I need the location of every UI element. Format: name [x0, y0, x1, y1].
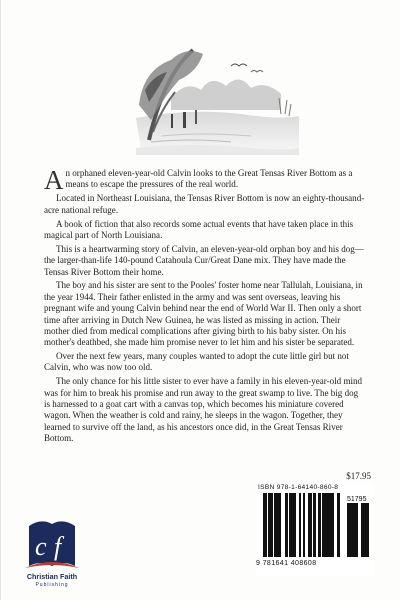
isbn-barcode: [256, 484, 374, 576]
publisher-sub: Publishing: [35, 582, 69, 588]
drop-cap: A: [44, 165, 64, 195]
swamp-illustration: [131, 10, 301, 155]
blurb-paragraph-7: The only chance for his little sister to ever have a family in his eleven-year-old mind was for him to break his promise and run away to the great swamp to live. The big dog is harnessed to a goat cart with a canvas top, which becomes his miniature covered wagon. When the weather is cold and rainy, he sleeps in the wagon. Together, they learned to survive off the land, as his ancestors once did, in the Great Tensas River Bottom.: [44, 376, 363, 444]
blurb-paragraph-4: This is a heartwarming story of Calvin, an eleven-year-old orphan boy and his dog—the larger-than-life 140-pound Catahoula Cur/Great Dane mix. They have made the Tensas River Bottom their home.: [44, 243, 364, 277]
barcode-icon: [256, 493, 374, 561]
barcode-digits: 9 781641 408608: [256, 560, 317, 567]
back-cover-blurb: [44, 165, 366, 447]
blurb-paragraph-6: Over the next few years, many couples wanted to adopt the cute little girl but not Calvin, who was now too old.: [44, 351, 349, 373]
blurb-paragraph-3: A book of fiction that also records some actual events that have taken place in this magical part of North Louisiana.: [44, 218, 354, 240]
price-label: $17.95: [346, 471, 371, 481]
isbn-label: ISBN 978-1-64140-860-8: [258, 484, 339, 491]
blurb-paragraph-2: Located in Northeast Louisiana, the Tensas River Bottom is now an eighty-thousand-acre national refuge.: [44, 193, 365, 215]
publisher-name: Christian Faith: [26, 572, 78, 581]
svg-text:f: f: [54, 532, 62, 561]
blurb-paragraph-1: An orphaned eleven-year-old Calvin looks to the Great Tensas River Bottom as a means to escape the pressures of the real world.: [44, 165, 353, 195]
blurb-paragraph-5: The boy and his sister are sent to the Pooles' foster home near Tallulah, Louisiana, in the year 1944. Their father enlisted in the army and was sent overseas, leaving his pregnant wife and young Calvin behind near the end of World War II. Then only a short time after arriving in Dutch New Guinea, he was listed as missing in action. Their mother died from medical complications after giving birth to his baby sister. On his mother's deathbed, she made him promise never to let him and his sister be separated.: [44, 280, 363, 348]
isbn-addon: 51795: [347, 496, 367, 503]
svg-text:c: c: [35, 532, 47, 561]
